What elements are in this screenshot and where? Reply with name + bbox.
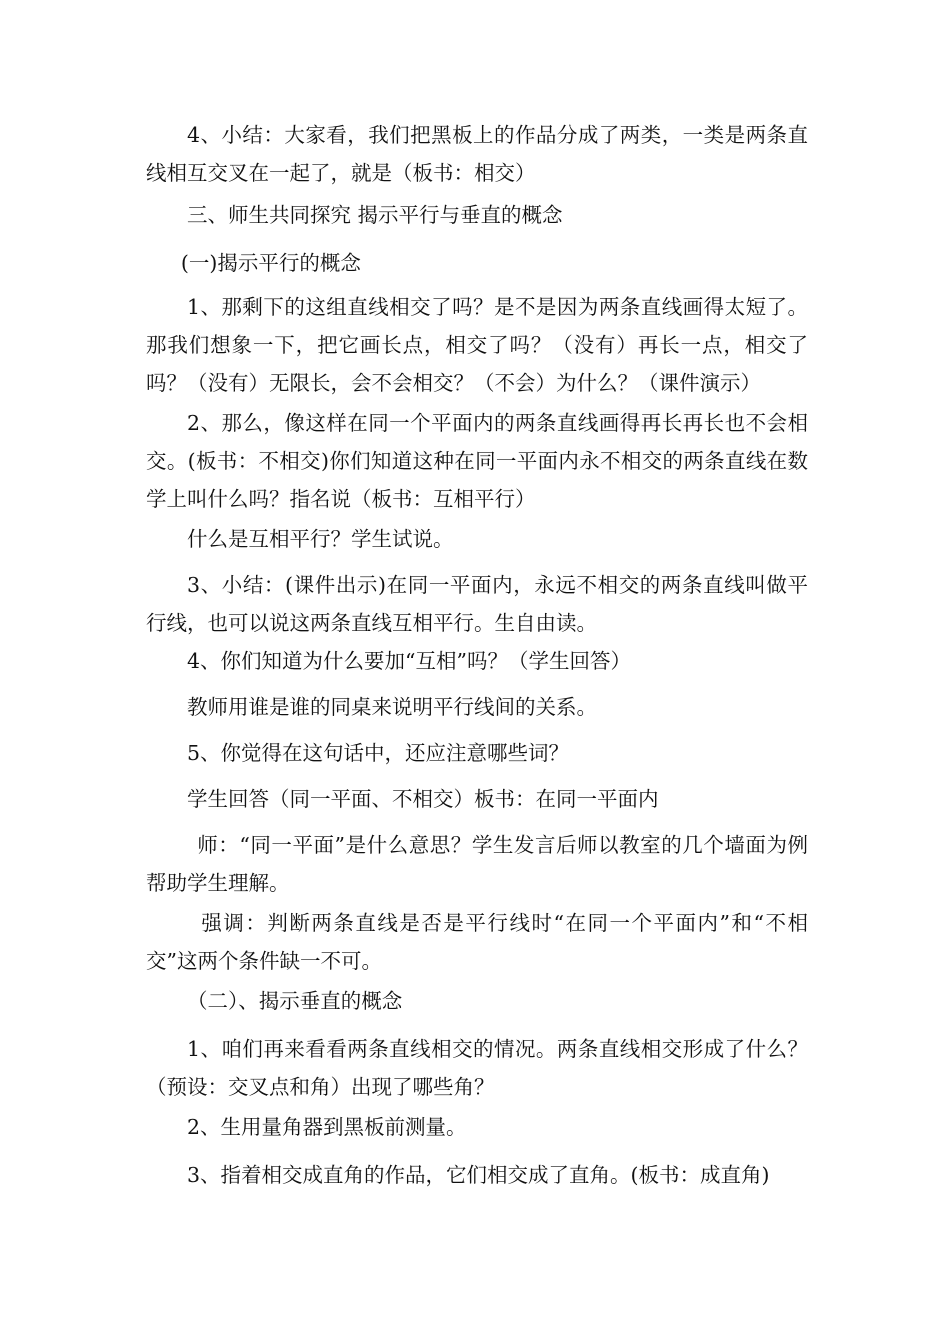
- paragraph-same-plane: 师：“同一平面”是什么意思？学生发言后师以教室的几个墙面为例帮助学生理解。: [146, 833, 808, 895]
- paragraph-parallel-2: 2、那么，像这样在同一个平面内的两条直线画得再长再长也不会相交。(板书：不相交)你们知道这种在同一平面内永不相交的两条直线在数学上叫什么吗？指名说（板书：互相平行）: [146, 411, 808, 511]
- paragraph-perpendicular-1: 1、咱们再来看看两条直线相交的情况。两条直线相交形成了什么？（预设：交叉点和角）出现了哪些角？: [146, 1037, 808, 1099]
- paragraph-student-answer: 学生回答（同一平面、不相交）板书：在同一平面内: [187, 787, 659, 811]
- section-heading-three: 三、师生共同探究 揭示平行与垂直的概念: [187, 203, 563, 227]
- paragraph-parallel-summary: 3、小结：(课件出示)在同一平面内，永远不相交的两条直线叫做平行线，也可以说这两条直线互相平行。生自由读。: [146, 573, 808, 635]
- paragraph-emphasis: 强调：判断两条直线是否是平行线时“在同一个平面内”和“不相交”这两个条件缺一不可。: [146, 911, 808, 973]
- paragraph-parallel-question: 什么是互相平行？学生试说。: [187, 527, 454, 551]
- subsection-heading-parallel: (一)揭示平行的概念: [180, 251, 361, 275]
- paragraph-perpendicular-3: 3、指着相交成直角的作品，它们相交成了直角。(板书：成直角): [187, 1163, 770, 1187]
- paragraph-parallel-5: 5、你觉得在这句话中，还应注意哪些词？: [187, 741, 570, 765]
- paragraph-parallel-4: 4、你们知道为什么要加“互相”吗？（学生回答）: [187, 649, 632, 673]
- paragraph-teacher-desk-mate: 教师用谁是谁的同桌来说明平行线间的关系。: [187, 695, 597, 719]
- paragraph-perpendicular-2: 2、生用量角器到黑板前测量。: [187, 1115, 467, 1139]
- paragraph-summary-intersect: 4、小结：大家看，我们把黑板上的作品分成了两类，一类是两条直线相互交叉在一起了，就是（板书：相交）: [146, 123, 808, 185]
- paragraph-parallel-1: 1、那剩下的这组直线相交了吗？是不是因为两条直线画得太短了。那我们想象一下，把它画长点，相交了吗？（没有）再长一点，相交了吗？（没有）无限长，会不会相交？（不会）为什么？（课件演示）: [146, 295, 808, 395]
- subsection-heading-perpendicular: （二）、揭示垂直的概念: [187, 989, 403, 1013]
